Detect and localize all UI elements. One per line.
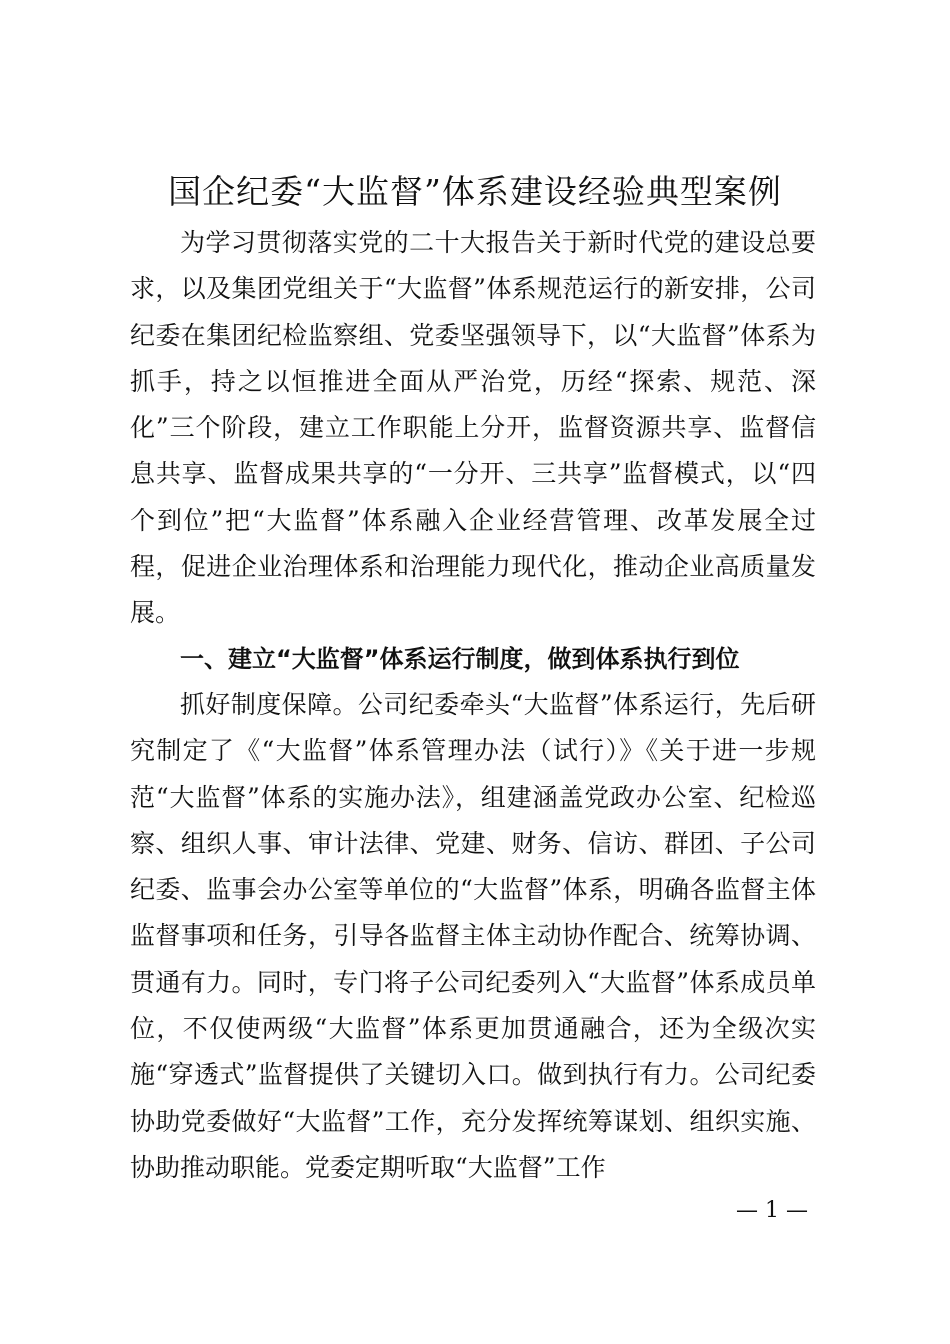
document-title: 国企纪委“大监督”体系建设经验典型案例 xyxy=(168,172,782,211)
intro-paragraph: 为学习贯彻落实党的二十大报告关于新时代党的建设总要求，以及集团党组关于“大监督”体系规范运行的新安排，公司纪委在集团纪检监察组、党委坚强领导下，以“大监督”体系为抓手，持之以恒推进全面从严治党，历经“探索、规范、深化”三个阶段，建立工作职能上分开，监督资源共享、监督信息共享、监督成果共享的“一分开、三共享”监督模式，以“四个到位”把“大监督”体系融入企业经营管理、改革发展全过程，促进企业治理体系和治理能力现代化，推动企业高质量发展。 xyxy=(130,228,816,628)
page-number: — 1 — xyxy=(736,1198,808,1223)
section-heading: 一、建立“大监督”体系运行制度，做到体系执行到位 xyxy=(180,645,740,673)
section-paragraph: 抓好制度保障。公司纪委牵头“大监督”体系运行，先后研究制定了《“大监督”体系管理办法（试行）》《关于进一步规范“大监督”体系的实施办法》，组建涵盖党政办公室、纪检巡察、组织人事、审计法律、党建、财务、信访、群团、子公司纪委、监事会办公室等单位的“大监督”体系，明确各监督主体监督事项和任务，引导各监督主体主动协作配合、统筹协调、贯通有力。同时，专门将子公司纪委列入“大监督”体系成员单位，不仅使两级“大监督”体系更加贯通融合，还为全级次实施“穿透式”监督提供了关键切入口。做到执行有力。公司纪委协助党委做好“大监督”工作，充分发挥统筹谋划、组织实施、协助推动职能。党委定期听取“大监督”工作 xyxy=(130,690,816,1182)
